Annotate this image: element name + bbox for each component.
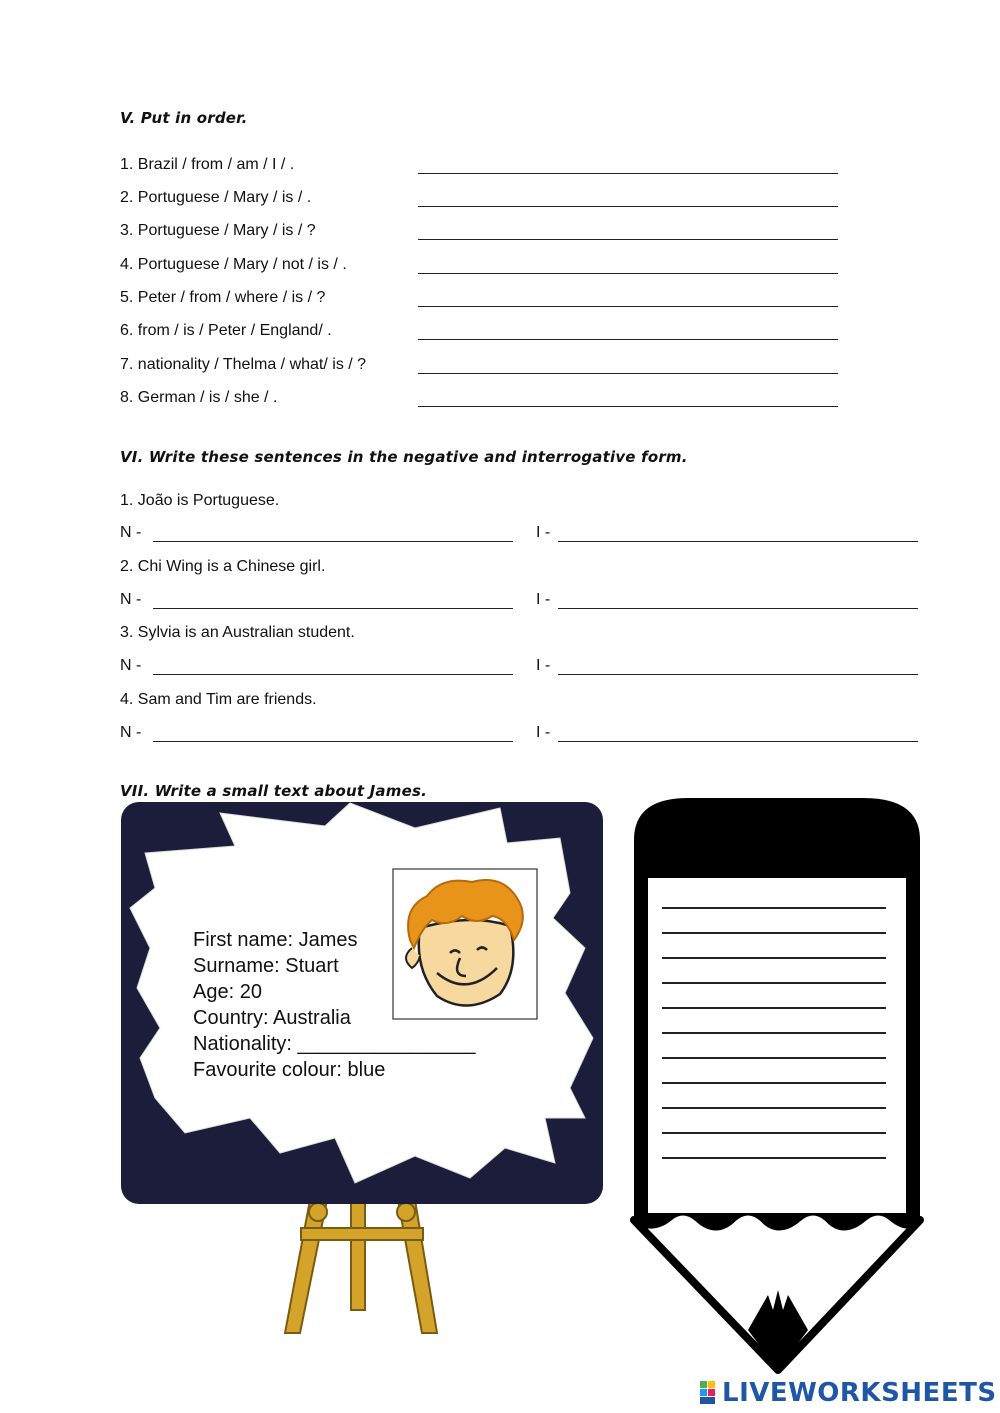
interrogative-line-3[interactable] xyxy=(558,674,918,675)
answer-line-4[interactable] xyxy=(418,273,838,274)
pencil-writing-area[interactable] xyxy=(648,878,906,1213)
answer-line-5[interactable] xyxy=(418,306,838,307)
order-item-6: 6. from / is / Peter / England/ . xyxy=(120,322,332,339)
country: Country: Australia xyxy=(193,1007,351,1029)
sentence-1: 1. João is Portuguese. xyxy=(120,492,280,509)
surname: Surname: Stuart xyxy=(193,955,339,977)
sentence-4: 4. Sam and Tim are friends. xyxy=(120,691,317,708)
writing-line[interactable] xyxy=(662,1082,886,1084)
interrogative-line-1[interactable] xyxy=(558,541,918,542)
interrogative-label: I - xyxy=(536,657,551,674)
negative-label: N - xyxy=(120,591,142,608)
age: Age: 20 xyxy=(193,981,262,1003)
answer-line-8[interactable] xyxy=(418,406,838,407)
negative-label: N - xyxy=(120,657,142,674)
order-item-7: 7. nationality / Thelma / what/ is / ? xyxy=(120,356,367,373)
interrogative-line-2[interactable] xyxy=(558,608,918,609)
writing-line[interactable] xyxy=(662,1057,886,1059)
answer-line-7[interactable] xyxy=(418,373,838,374)
writing-line[interactable] xyxy=(662,932,886,934)
section-vii-title: VII. Write a small text about James. xyxy=(120,782,427,800)
negative-line-1[interactable] xyxy=(153,541,513,542)
interrogative-label: I - xyxy=(536,591,551,608)
section-v-title: V. Put in order. xyxy=(120,109,248,127)
order-item-3: 3. Portuguese / Mary / is / ? xyxy=(120,222,316,239)
order-item-4: 4. Portuguese / Mary / not / is / . xyxy=(120,256,347,273)
section-vi-title: VI. Write these sentences in the negative and interrogative form. xyxy=(120,448,688,466)
liveworksheets-logo-icon xyxy=(700,1381,722,1405)
easel-icon xyxy=(285,1200,437,1333)
interrogative-label: I - xyxy=(536,524,551,541)
liveworksheets-logo: LIVEWORKSHEETS xyxy=(722,1378,997,1408)
writing-line[interactable] xyxy=(662,1032,886,1034)
interrogative-label: I - xyxy=(536,724,551,741)
order-item-1: 1. Brazil / from / am / I / . xyxy=(120,156,295,173)
favourite-colour: Favourite colour: blue xyxy=(193,1059,386,1081)
first-name: First name: James xyxy=(193,929,358,951)
order-item-5: 5. Peter / from / where / is / ? xyxy=(120,289,326,306)
answer-line-1[interactable] xyxy=(418,173,838,174)
answer-line-3[interactable] xyxy=(418,239,838,240)
negative-label: N - xyxy=(120,724,142,741)
writing-line[interactable] xyxy=(662,982,886,984)
sentence-3: 3. Sylvia is an Australian student. xyxy=(120,624,355,641)
interrogative-line-4[interactable] xyxy=(558,741,918,742)
writing-line[interactable] xyxy=(662,1132,886,1134)
nationality[interactable]: Nationality: ________________ xyxy=(193,1033,476,1055)
writing-line[interactable] xyxy=(662,1157,886,1159)
negative-line-2[interactable] xyxy=(153,608,513,609)
writing-line[interactable] xyxy=(662,907,886,909)
answer-line-2[interactable] xyxy=(418,206,838,207)
negative-line-3[interactable] xyxy=(153,674,513,675)
writing-line[interactable] xyxy=(662,1007,886,1009)
order-item-8: 8. German / is / she / . xyxy=(120,389,278,406)
order-item-2: 2. Portuguese / Mary / is / . xyxy=(120,189,312,206)
james-portrait xyxy=(392,868,538,1020)
writing-line[interactable] xyxy=(662,1107,886,1109)
writing-line[interactable] xyxy=(662,957,886,959)
sentence-2: 2. Chi Wing is a Chinese girl. xyxy=(120,558,326,575)
answer-line-6[interactable] xyxy=(418,339,838,340)
negative-line-4[interactable] xyxy=(153,741,513,742)
negative-label: N - xyxy=(120,524,142,541)
